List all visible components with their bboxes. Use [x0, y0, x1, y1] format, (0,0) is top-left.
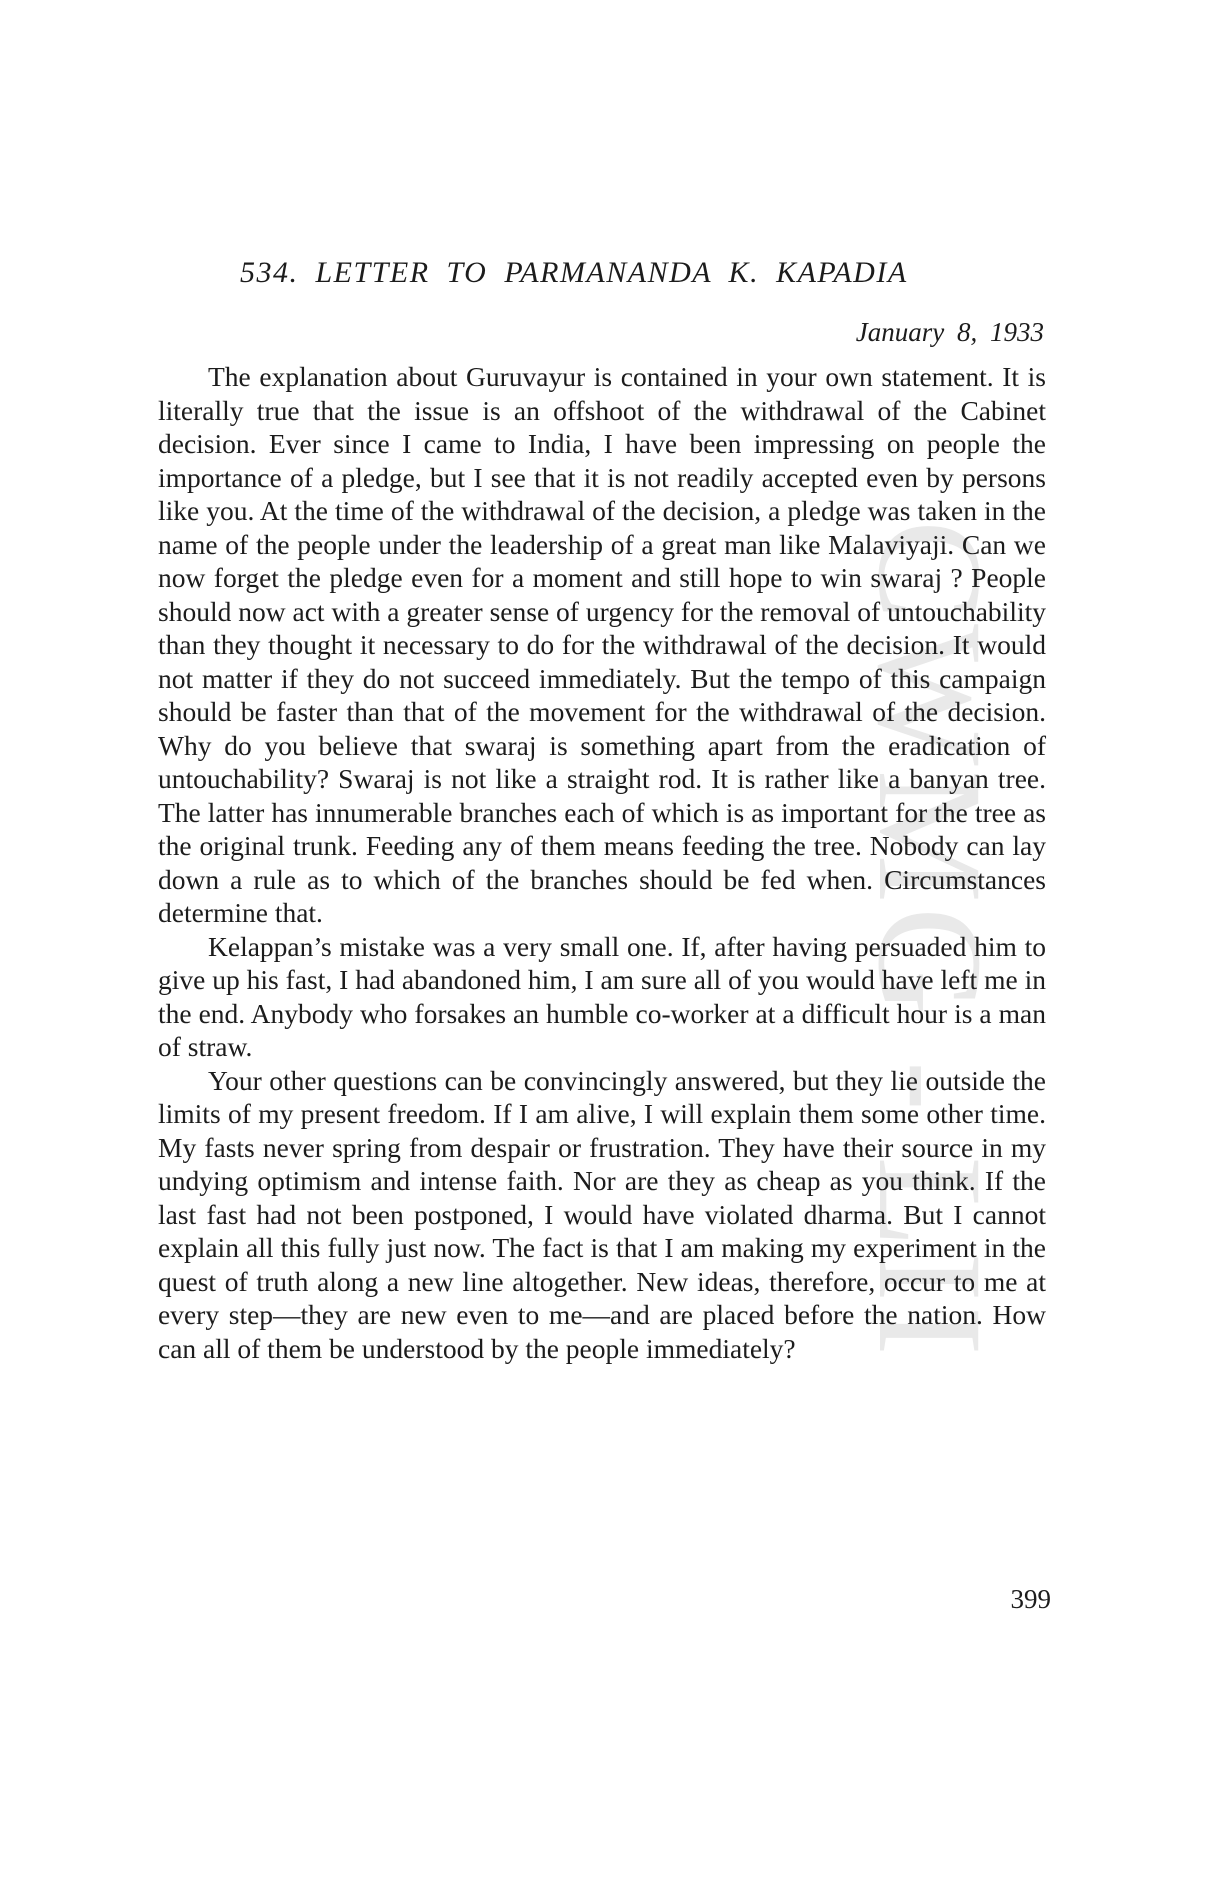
body-paragraph-1: The explanation about Guruvayur is contained in your own statement. It is literally true that the issue is an offshoot of the withdrawal of the Cabinet decision. Ever since I came to India, I have been impressing on people the importance of a pledge, but I see that it is not readily accepted even by persons like you. At the time of the withdrawal of the decision, a pledge was taken in the name of the people under the leadership of a great man like Malaviyaji. Can we now forget the pledge even for a moment and still hope to win swaraj ? People should now act with a greater sense of urgency for the removal of untouchability than they thought it necessary to do for the withdrawal of the decision. It would not matter if they do not succeed immediately. But the tempo of this campaign should be faster than that of the movement for the withdrawal of the decision. Why do you believe that swaraj is something apart from the eradication of untouchability? Swaraj is not like a straight rod. It is rather like a banyan tree. The latter has innumerable branches each of which is as important for the tree as the original trunk. Feeding any of them means feeding the tree. Nobody can lay down a rule as to which of the branches should be fed when. Circumstances determine that.: [158, 361, 1046, 928]
body-paragraph-2: Kelappan’s mistake was a very small one. If, after having persuaded him to give up his fast, I had abandoned him, I am sure all of you would have left me in the end. Anybody who forsakes an humble co-worker at a difficult hour is a man of straw.: [158, 930, 1046, 1062]
watermark: CWMG - LII: [847, 520, 1013, 1360]
page-number: 399: [1010, 1584, 1051, 1614]
letter-date: January 8, 1933: [855, 317, 1044, 347]
letter-heading: 534. LETTER TO PARMANANDA K. KAPADIA: [240, 256, 908, 289]
letter-body: [158, 360, 1046, 1365]
body-paragraph-3: Your other questions can be convincingly answered, but they lie outside the limits of my present freedom. If I am alive, I will explain them some other time. My fasts never spring from despair or frustration. They have their source in my undying optimism and intense faith. Nor are they as cheap as you think. If the last fast had not been postponed, I would have violated dharma. But I cannot explain all this fully just now. The fact is that I am making my experiment in the quest of truth along a new line altogether. New ideas, therefore, occur to me at every step—they are new even to me—and are placed before the nation. How can all of them be understood by the people immediately?: [158, 1064, 1046, 1364]
